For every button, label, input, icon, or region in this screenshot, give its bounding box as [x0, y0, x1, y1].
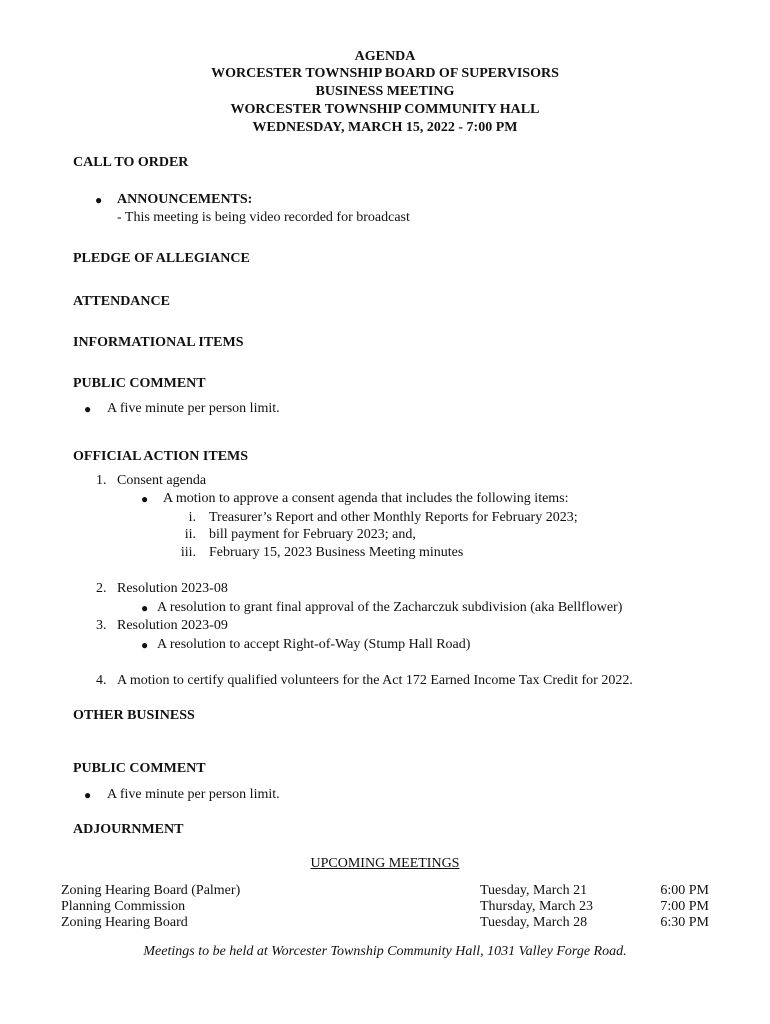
- meeting-time: 7:00 PM: [660, 899, 709, 914]
- meeting-day: Tuesday, March 21: [480, 883, 588, 898]
- announcements-text: - This meeting is being video recorded for broadcast: [117, 210, 410, 225]
- call-to-order-heading: CALL TO ORDER: [73, 155, 189, 170]
- consent-agenda-item: Consent agenda: [117, 473, 207, 488]
- bullet-icon: ●: [141, 601, 149, 615]
- meeting-row: [0, 914, 770, 930]
- resolution-2023-09-detail: A resolution to accept Right-of-Way (Stump Hall Road): [157, 637, 471, 652]
- meeting-location: WORCESTER TOWNSHIP COMMUNITY HALL: [230, 102, 540, 117]
- resolution-2023-08-detail: A resolution to grant final approval of the Zacharczuk subdivision (aka Bellflower): [157, 600, 623, 615]
- bullet-icon: ●: [95, 193, 103, 207]
- meeting-day: Thursday, March 23: [480, 899, 594, 914]
- announcements-heading: ANNOUNCEMENTS:: [117, 192, 253, 207]
- public-comment-item: A five minute per person limit.: [107, 401, 280, 416]
- meeting-row: [0, 898, 770, 914]
- attendance-heading: ATTENDANCE: [73, 294, 170, 309]
- meetings-location-note: Meetings to be held at Worcester Township Community Hall, 1031 Valley Forge Road.: [143, 944, 627, 959]
- board-title: WORCESTER TOWNSHIP BOARD OF SUPERVISORS: [211, 66, 559, 81]
- pledge-heading: PLEDGE OF ALLEGIANCE: [73, 251, 250, 266]
- item-number: 4.: [96, 673, 107, 688]
- agenda-title: AGENDA: [354, 49, 416, 64]
- meeting-time: 6:30 PM: [660, 915, 709, 930]
- meeting-name: Zoning Hearing Board (Palmer): [61, 883, 241, 898]
- item-number: 2.: [96, 581, 107, 596]
- sub-item-bill-payment: bill payment for February 2023; and,: [209, 527, 416, 542]
- informational-heading: INFORMATIONAL ITEMS: [73, 335, 244, 350]
- resolution-2023-09: Resolution 2023-09: [117, 618, 228, 633]
- item-number: 3.: [96, 618, 107, 633]
- public-comment-item: A five minute per person limit.: [107, 787, 280, 802]
- item-number: 1.: [96, 473, 107, 488]
- bullet-icon: ●: [84, 788, 92, 802]
- act-172-motion: A motion to certify qualified volunteers for the Act 172 Earned Income Tax Credit for 2022.: [117, 673, 633, 688]
- bullet-icon: ●: [141, 492, 149, 506]
- sub-item-treasurer-report: Treasurer’s Report and other Monthly Reports for February 2023;: [209, 510, 578, 525]
- meeting-row: [0, 882, 770, 898]
- sub-item-number: i.: [188, 510, 196, 525]
- sub-item-number: iii.: [180, 545, 196, 560]
- bullet-icon: ●: [141, 638, 149, 652]
- adjournment-heading: ADJOURNMENT: [73, 822, 184, 837]
- upcoming-meetings-title: UPCOMING MEETINGS: [310, 856, 460, 871]
- meeting-type: BUSINESS MEETING: [315, 84, 455, 99]
- other-business-heading: OTHER BUSINESS: [73, 708, 195, 723]
- public-comment-heading: PUBLIC COMMENT: [73, 761, 206, 776]
- meeting-name: Zoning Hearing Board: [61, 915, 188, 930]
- sub-item-minutes: February 15, 2023 Business Meeting minutes: [209, 545, 464, 560]
- resolution-2023-08: Resolution 2023-08: [117, 581, 228, 596]
- public-comment-heading: PUBLIC COMMENT: [73, 376, 206, 391]
- official-action-heading: OFFICIAL ACTION ITEMS: [73, 449, 249, 464]
- meeting-day: Tuesday, March 28: [480, 915, 588, 930]
- sub-item-number: ii.: [184, 527, 196, 542]
- meeting-date: WEDNESDAY, MARCH 15, 2022 - 7:00 PM: [252, 120, 518, 135]
- meeting-time: 6:00 PM: [660, 883, 709, 898]
- consent-agenda-motion: A motion to approve a consent agenda that includes the following items:: [163, 491, 569, 506]
- bullet-icon: ●: [84, 402, 92, 416]
- meeting-name: Planning Commission: [61, 899, 186, 914]
